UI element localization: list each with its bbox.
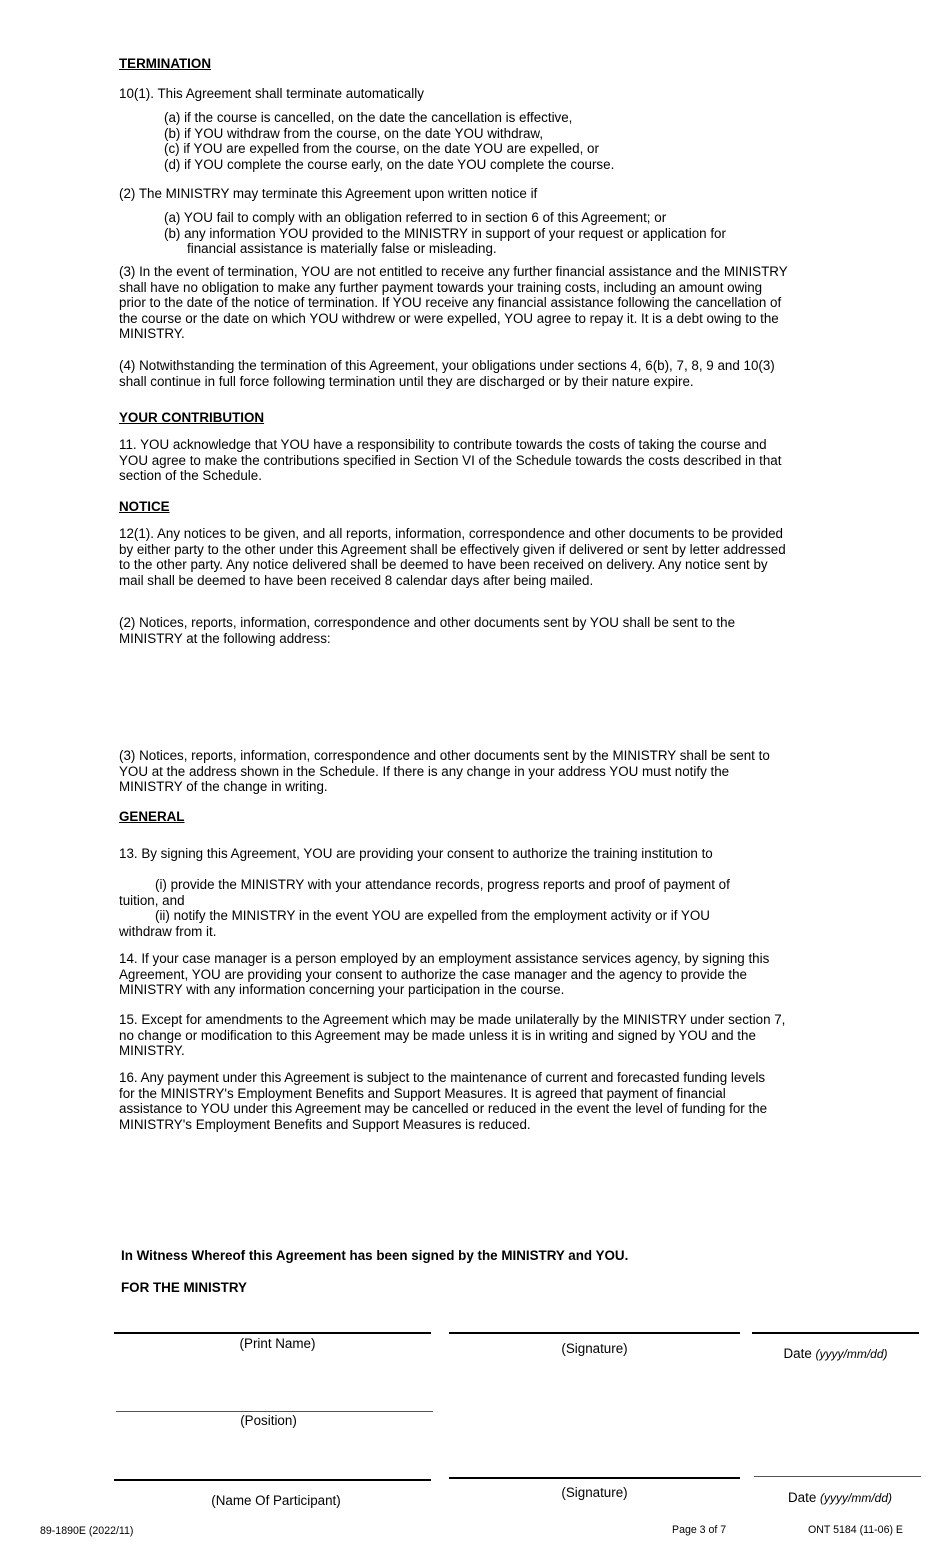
list-item: (c) if YOU are expelled from the course, on the date YOU are expelled, or xyxy=(164,141,599,157)
form-number: 89-1890E (2022/11) xyxy=(40,1525,134,1537)
witness-statement: In Witness Whereof this Agreement has been signed by the MINISTRY and YOU. xyxy=(121,1248,629,1263)
notice-p3: (3) Notices, reports, information, correspondence and other documents sent by the MINISTRY shall be sent to YOU at the address shown in the Schedule. If there is any change in your address YOU must notify the MINISTRY of the change in writing. xyxy=(119,748,770,795)
general-heading: GENERAL xyxy=(119,809,185,824)
general-p15: 15. Except for amendments to the Agreement which may be made unilaterally by the MINISTRY under section 7, no change or modification to this Agreement may be made unless it is in writing and signed by YOU and the MINISTRY. xyxy=(119,1012,786,1059)
ministry-signature-caption: (Signature) xyxy=(561,1341,628,1356)
date-label: Date xyxy=(787,1490,817,1505)
ministry-date-line xyxy=(752,1332,919,1334)
participant-name-caption: (Name Of Participant) xyxy=(211,1493,341,1508)
date-format: (yyyy/mm/dd) xyxy=(815,1347,888,1361)
termination-list xyxy=(164,110,804,172)
termination-p2-list xyxy=(164,210,764,257)
date-format: (yyyy/mm/dd) xyxy=(820,1491,893,1505)
for-ministry-label: FOR THE MINISTRY xyxy=(121,1280,247,1295)
contribution-p11: 11. YOU acknowledge that YOU have a responsibility to contribute towards the costs of taking the course and YOU agree to make the contributions specified in Section VI of the Schedule towards the costs described in that section of the Schedule. xyxy=(119,437,782,484)
print-name-caption: (Print Name) xyxy=(239,1336,316,1351)
ministry-date-caption xyxy=(752,1346,919,1363)
ministry-signature-line xyxy=(449,1332,740,1334)
ont-code: ONT 5184 (11-06) E xyxy=(808,1524,903,1536)
list-item: (b) any information YOU provided to the MINISTRY in support of your request or application for financial assistance is materially false or misleading. xyxy=(164,225,726,257)
list-item: (a) YOU fail to comply with an obligation referred to in section 6 of this Agreement; or xyxy=(164,210,667,225)
notice-p2: (2) Notices, reports, information, correspondence and other documents sent by YOU shall be sent to the MINISTRY at the following address: xyxy=(119,615,736,646)
position-line xyxy=(116,1411,433,1412)
contribution-heading: YOUR CONTRIBUTION xyxy=(119,410,265,425)
termination-intro: 10(1). This Agreement shall terminate automatically xyxy=(119,86,424,101)
page-number: Page 3 of 7 xyxy=(672,1524,727,1536)
general-p13: 13. By signing this Agreement, YOU are providing your consent to authorize the training institution to xyxy=(119,846,713,861)
participant-signature-caption: (Signature) xyxy=(561,1485,628,1500)
termination-p4: (4) Notwithstanding the termination of this Agreement, your obligations under sections 4, 6(b), 7, 8, 9 and 10(3) shall continue in full force following termination until they are discharged or by their nature expire. xyxy=(119,358,775,389)
general-p16: 16. Any payment under this Agreement is subject to the maintenance of current and forecasted funding levels for the MINISTRY's Employment Benefits and Support Measures. It is agreed that payment of financial assistance to YOU under this Agreement may be cancelled or reduced in the event the level of funding for the MINISTRY's Employment Benefits and Support Measures is reduced. xyxy=(119,1070,768,1132)
termination-heading: TERMINATION xyxy=(119,56,211,71)
participant-date-line xyxy=(754,1476,921,1477)
general-p14: 14. If your case manager is a person employed by an employment assistance services agency, by signing this Agreement, YOU are providing your consent to authorize the case manager and the agency to provide the MINISTRY with any information concerning your participation in the course. xyxy=(119,951,770,998)
termination-p3: (3) In the event of termination, YOU are not entitled to receive any further financial assistance and the MINISTRY shall have no obligation to make any further payment towards your training costs, including an amount owing prior to the date of the notice of termination. If YOU receive any financial assistance following the cancellation of the course or the date on which YOU withdrew or were expelled, YOU agree to repay it. It is a debt owing to the MINISTRY. xyxy=(119,264,788,342)
position-caption: (Position) xyxy=(240,1413,297,1428)
participant-name-line xyxy=(114,1479,431,1481)
print-name-line xyxy=(114,1332,431,1334)
list-item: (a) if the course is cancelled, on the date the cancellation is effective, xyxy=(164,110,573,125)
notice-p1: 12(1). Any notices to be given, and all reports, information, correspondence and other documents to be provided by either party to the other under this Agreement shall be effectively given if delivered or sent by letter addressed to the other party. Any notice delivered shall be deemed to have been received on delivery. Any notice sent by mail shall be deemed to have been received 8 calendar days after being mailed. xyxy=(119,526,786,588)
general-p13-i: (i) provide the MINISTRY with your attendance records, progress reports and proof of payment of tuition, and xyxy=(119,877,730,908)
participant-date-caption xyxy=(752,1490,928,1507)
date-label: Date xyxy=(783,1346,812,1361)
list-item: (d) if YOU complete the course early, on the date YOU complete the course. xyxy=(164,156,615,172)
termination-p2-intro: (2) The MINISTRY may terminate this Agreement upon written notice if xyxy=(119,186,538,201)
list-item: (b) if YOU withdraw from the course, on the date YOU withdraw, xyxy=(164,125,544,141)
general-p13-ii: (ii) notify the MINISTRY in the event YOU are expelled from the employment activity or if YOU withdraw from it. xyxy=(119,908,710,939)
participant-signature-line xyxy=(449,1477,740,1479)
notice-heading: NOTICE xyxy=(119,499,170,514)
